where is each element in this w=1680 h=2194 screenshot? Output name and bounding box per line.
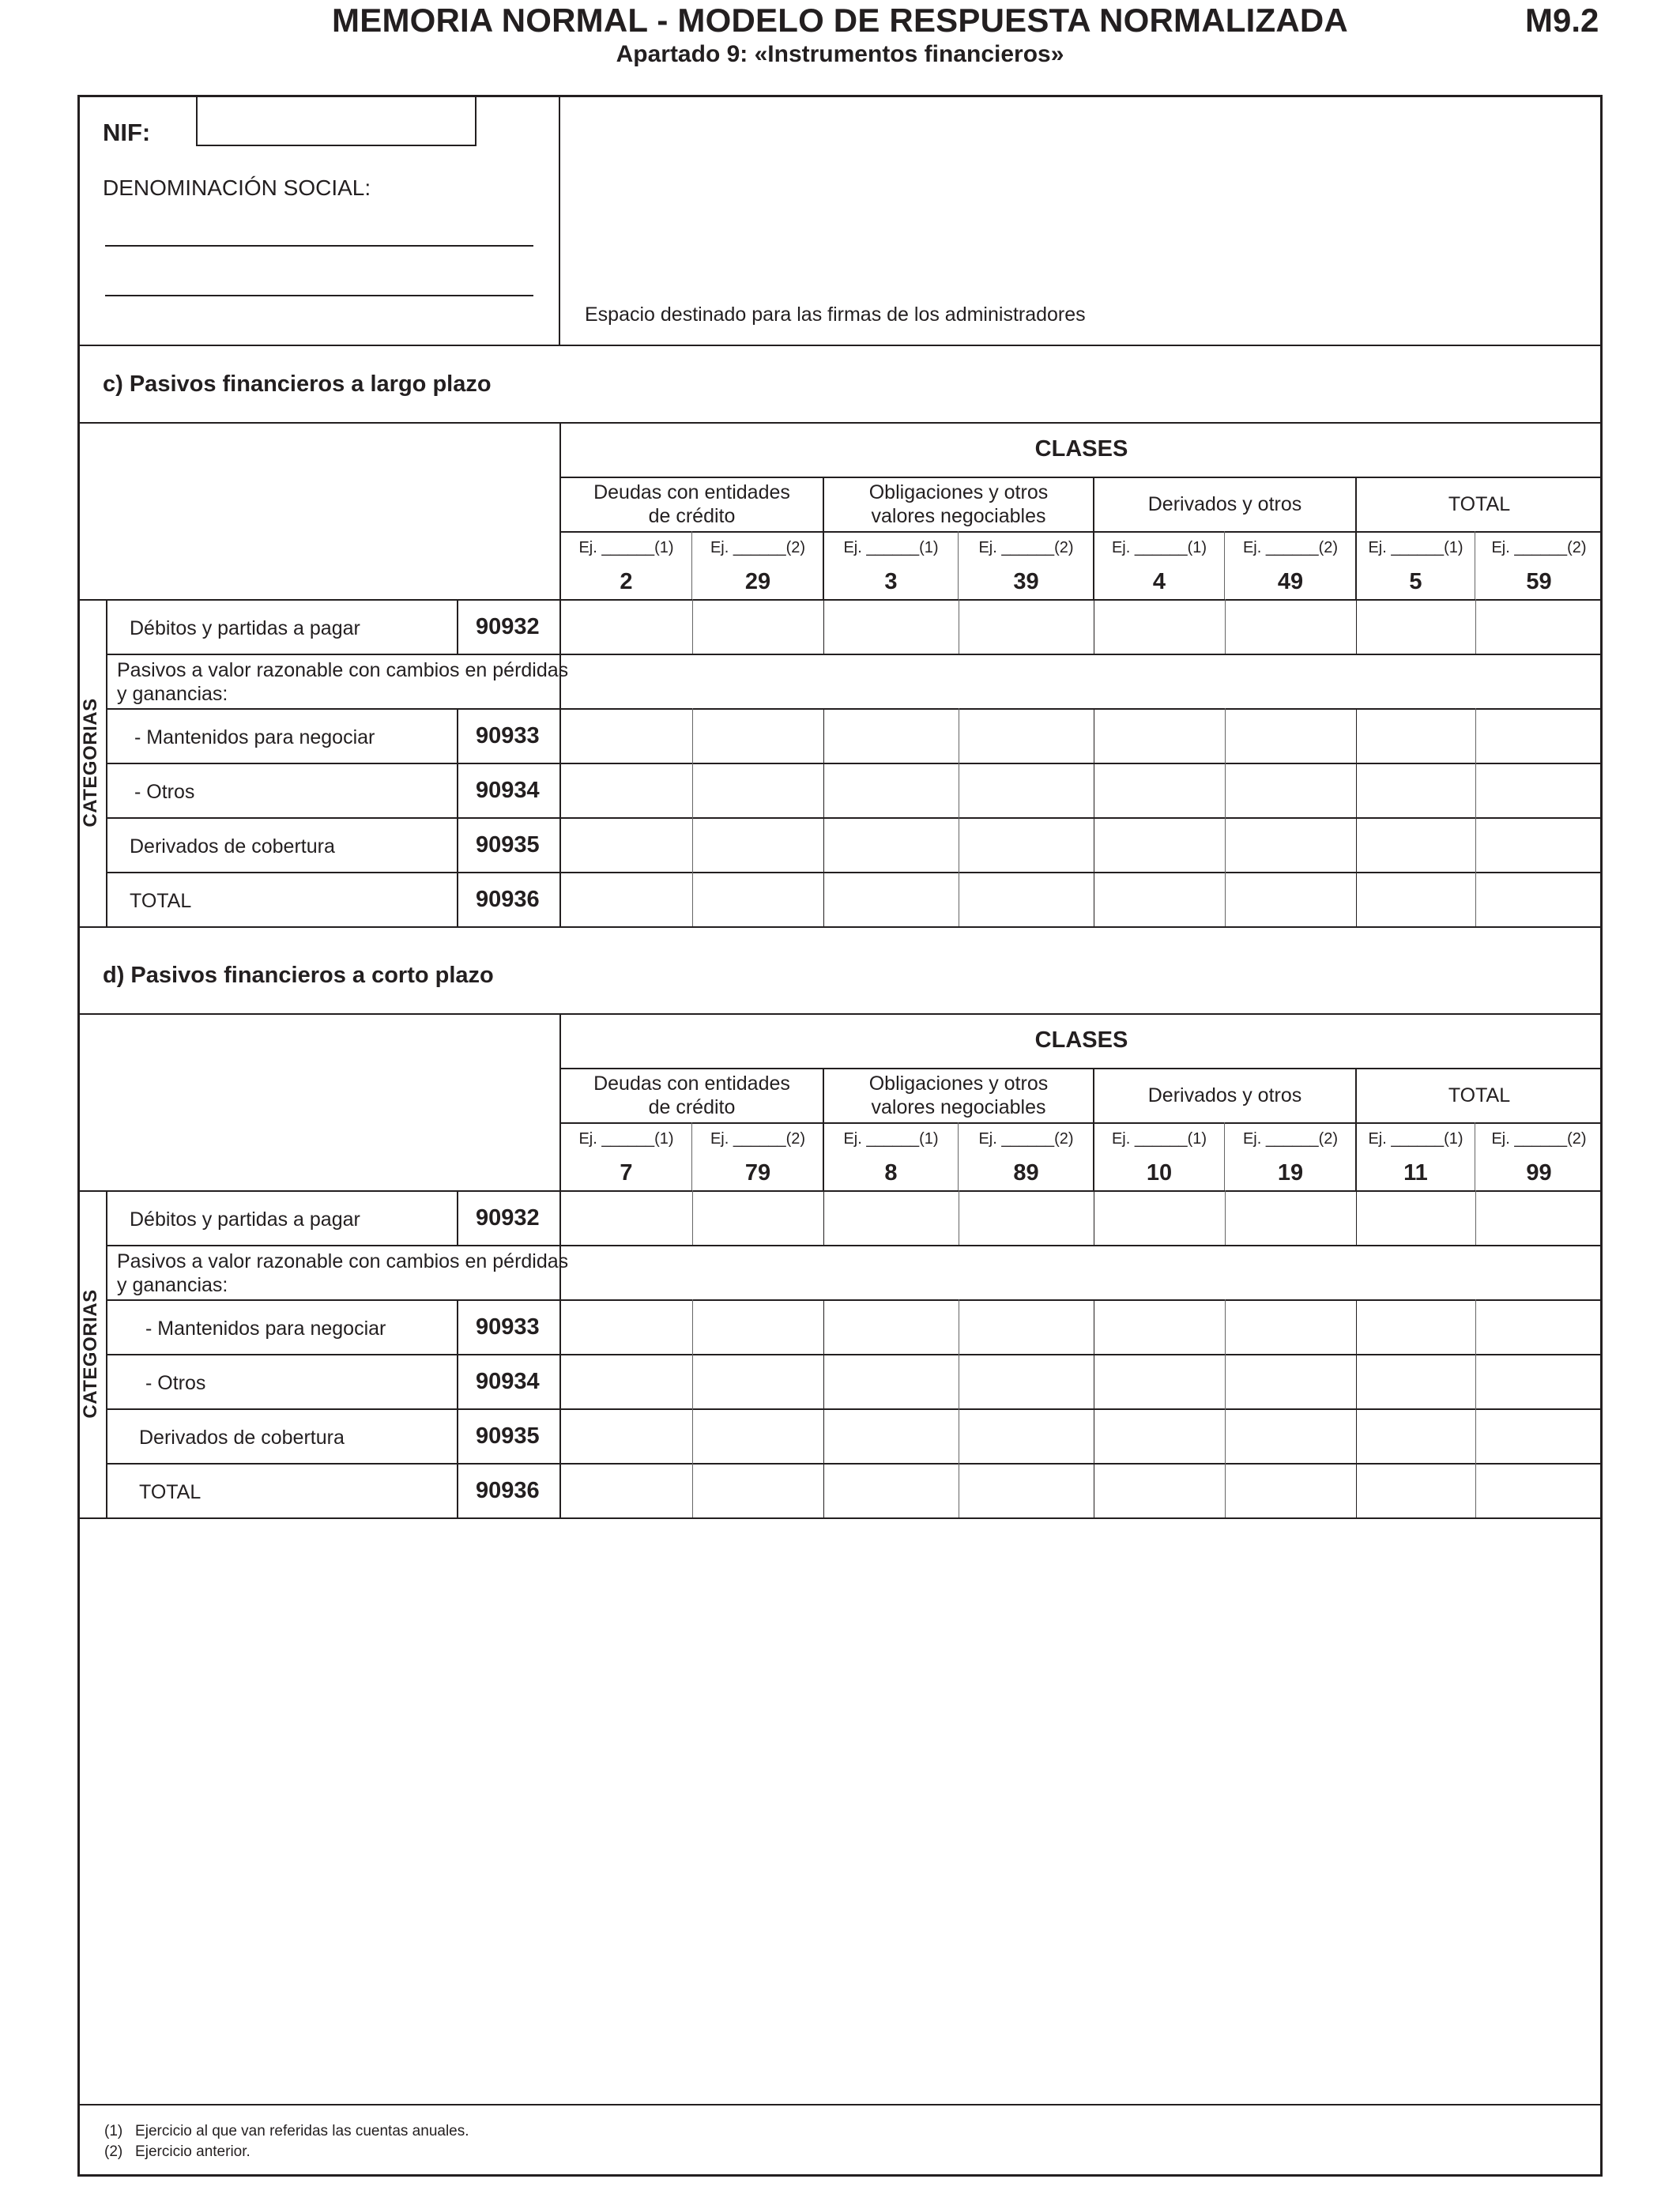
column-group-header: Deudas con entidades de crédito: [593, 481, 790, 527]
input-cell[interactable]: [1475, 1408, 1603, 1463]
input-cell[interactable]: [959, 1463, 1094, 1517]
categorias-label: CATEGORIAS: [80, 1289, 101, 1419]
input-cell[interactable]: [959, 1408, 1094, 1463]
column-group-header: Deudas con entidades de crédito: [593, 1072, 790, 1118]
column-number: 29: [744, 568, 771, 594]
column-number: 19: [1277, 1159, 1304, 1186]
column-number: 11: [1403, 1159, 1428, 1186]
input-cell[interactable]: [1475, 1190, 1603, 1245]
ejercicio-label: Ej. ______(1): [843, 1129, 939, 1148]
input-cell[interactable]: [1094, 708, 1225, 763]
row-label: - Mantenidos para negociar: [134, 726, 375, 748]
input-cell[interactable]: [1094, 1299, 1225, 1354]
input-cell[interactable]: [1225, 1299, 1356, 1354]
denominacion-label: DENOMINACIÓN SOCIAL:: [103, 175, 371, 200]
input-cell[interactable]: [1094, 1190, 1225, 1245]
column-number: 4: [1152, 568, 1166, 594]
ejercicio-label: Ej. ______(2): [710, 538, 806, 556]
ejercicio-label: Ej. ______(2): [978, 1129, 1074, 1148]
input-cell[interactable]: [1356, 599, 1475, 654]
row-code: 90935: [476, 832, 540, 858]
input-cell[interactable]: [1356, 1408, 1475, 1463]
input-cell[interactable]: [823, 817, 959, 872]
row-code: 90936: [476, 887, 540, 912]
input-cell[interactable]: [692, 599, 823, 654]
input-cell[interactable]: [692, 1463, 823, 1517]
ejercicio-label: Ej. ______(2): [1242, 1129, 1339, 1148]
column-number: 49: [1277, 568, 1304, 594]
column-group-header: Obligaciones y otros valores negociables: [868, 1072, 1049, 1118]
input-cell[interactable]: [1475, 599, 1603, 654]
input-cell[interactable]: [1475, 817, 1603, 872]
clases-header: CLASES: [1034, 1027, 1128, 1053]
input-cell[interactable]: [1225, 1408, 1356, 1463]
section-title: d) Pasivos financieros a corto plazo: [103, 963, 494, 988]
input-cell[interactable]: [1225, 708, 1356, 763]
input-cell[interactable]: [692, 763, 823, 817]
column-number: 79: [744, 1159, 771, 1186]
input-cell[interactable]: [1094, 599, 1225, 654]
row-label: Débitos y partidas a pagar: [130, 617, 360, 639]
ejercicio-label: Ej. ______(2): [978, 538, 1074, 556]
input-cell[interactable]: [1225, 1463, 1356, 1517]
input-cell[interactable]: [823, 599, 959, 654]
column-number: 99: [1526, 1159, 1552, 1186]
row-code: 90933: [476, 1314, 540, 1340]
input-cell[interactable]: [692, 708, 823, 763]
ejercicio-label: Ej. ______(2): [710, 1129, 806, 1148]
input-cell[interactable]: [1475, 1299, 1603, 1354]
ejercicio-label: Ej. ______(1): [1111, 538, 1207, 556]
ejercicio-label: Ej. ______(1): [843, 538, 939, 556]
input-cell[interactable]: [1094, 1354, 1225, 1408]
input-cell[interactable]: [1094, 1408, 1225, 1463]
row-label: Derivados de cobertura: [139, 1427, 345, 1449]
input-cell[interactable]: [560, 708, 692, 763]
input-cell[interactable]: [692, 1190, 823, 1245]
column-group-header: Obligaciones y otros valores negociables: [868, 481, 1049, 527]
form-code: M9.2: [1525, 2, 1599, 39]
denominacion-line-2[interactable]: [105, 295, 533, 296]
input-cell[interactable]: [1356, 817, 1475, 872]
firmas-label: Espacio destinado para las firmas de los administradores: [585, 303, 1086, 326]
ejercicio-label: Ej. ______(1): [1368, 538, 1463, 556]
input-cell[interactable]: [959, 1354, 1094, 1408]
column-number: 10: [1146, 1159, 1173, 1186]
page-subtitle: Apartado 9: «Instrumentos financieros»: [616, 41, 1064, 67]
input-cell[interactable]: [959, 1299, 1094, 1354]
input-cell[interactable]: [560, 817, 692, 872]
input-cell[interactable]: [959, 763, 1094, 817]
input-cell[interactable]: [823, 763, 959, 817]
input-cell[interactable]: [1225, 1354, 1356, 1408]
input-cell[interactable]: [1225, 1190, 1356, 1245]
row-label: TOTAL: [139, 1481, 202, 1503]
input-cell[interactable]: [823, 708, 959, 763]
input-cell[interactable]: [1094, 817, 1225, 872]
input-cell[interactable]: [959, 708, 1094, 763]
row-label: - Otros: [134, 781, 195, 803]
input-cell[interactable]: [1094, 763, 1225, 817]
row-label: - Otros: [145, 1372, 206, 1394]
input-cell[interactable]: [560, 599, 692, 654]
footnote-2: (2) Ejercicio anterior.: [104, 2143, 250, 2160]
row-code: 90932: [476, 1205, 540, 1231]
ejercicio-label: Ej. ______(2): [1491, 1129, 1587, 1148]
column-number: 39: [1013, 568, 1039, 594]
input-cell[interactable]: [1225, 817, 1356, 872]
nif-label: NIF:: [103, 119, 151, 146]
input-cell[interactable]: [823, 1463, 959, 1517]
row-code: 90935: [476, 1423, 540, 1449]
input-cell[interactable]: [823, 1299, 959, 1354]
input-cell[interactable]: [1356, 1299, 1475, 1354]
input-cell[interactable]: [1356, 1190, 1475, 1245]
column-group-header: TOTAL: [1448, 1084, 1511, 1106]
input-cell[interactable]: [1356, 708, 1475, 763]
input-cell[interactable]: [959, 1190, 1094, 1245]
input-cell[interactable]: [823, 1190, 959, 1245]
input-cell[interactable]: [560, 1354, 692, 1408]
row-label: Pasivos a valor razonable con cambios en pérdidas y ganancias:: [117, 1250, 569, 1296]
input-cell[interactable]: [692, 1354, 823, 1408]
input-cell[interactable]: [692, 872, 823, 926]
row-code: 90936: [476, 1478, 540, 1503]
input-cell[interactable]: [1094, 872, 1225, 926]
blank-area: [80, 1530, 1600, 2102]
ejercicio-label: Ej. ______(2): [1242, 538, 1339, 556]
clases-header: CLASES: [1034, 436, 1128, 462]
input-cell[interactable]: [560, 1299, 692, 1354]
row-label: Derivados de cobertura: [130, 835, 335, 858]
row-code: 90934: [476, 1369, 540, 1394]
column-number: 89: [1013, 1159, 1039, 1186]
input-cell[interactable]: [1094, 1463, 1225, 1517]
input-cell[interactable]: [560, 872, 692, 926]
section-title: c) Pasivos financieros a largo plazo: [103, 371, 492, 397]
row-code: 90932: [476, 614, 540, 639]
input-cell[interactable]: [823, 1408, 959, 1463]
input-cell[interactable]: [1475, 708, 1603, 763]
column-number: 8: [884, 1159, 898, 1186]
input-cell[interactable]: [560, 1463, 692, 1517]
input-cell[interactable]: [1475, 1354, 1603, 1408]
input-cell[interactable]: [959, 599, 1094, 654]
ejercicio-label: Ej. ______(2): [1491, 538, 1587, 556]
input-cell[interactable]: [1356, 763, 1475, 817]
input-cell[interactable]: [1356, 872, 1475, 926]
input-cell[interactable]: [823, 1354, 959, 1408]
row-code: 90933: [476, 723, 540, 748]
input-cell[interactable]: [823, 872, 959, 926]
row-code: 90934: [476, 778, 540, 803]
input-cell[interactable]: [560, 763, 692, 817]
input-cell[interactable]: [1475, 1463, 1603, 1517]
input-cell[interactable]: [1475, 763, 1603, 817]
input-cell[interactable]: [1475, 872, 1603, 926]
row-label: TOTAL: [130, 890, 192, 912]
ejercicio-label: Ej. ______(1): [578, 538, 674, 556]
row-label: - Mantenidos para negociar: [145, 1318, 386, 1340]
input-cell[interactable]: [959, 817, 1094, 872]
input-cell[interactable]: [1225, 872, 1356, 926]
column-group-header: TOTAL: [1448, 492, 1511, 515]
input-cell[interactable]: [1356, 1463, 1475, 1517]
input-cell[interactable]: [1356, 1354, 1475, 1408]
page-title: MEMORIA NORMAL - MODELO DE RESPUESTA NORMALIZADA: [332, 2, 1348, 39]
input-cell[interactable]: [692, 1408, 823, 1463]
nif-input[interactable]: [196, 96, 477, 146]
column-number: 2: [620, 568, 633, 594]
input-cell[interactable]: [692, 817, 823, 872]
input-cell[interactable]: [560, 1190, 692, 1245]
column-group-header: Derivados y otros: [1147, 1084, 1302, 1106]
input-cell[interactable]: [959, 872, 1094, 926]
row-label: Débitos y partidas a pagar: [130, 1208, 360, 1231]
input-cell[interactable]: [560, 1408, 692, 1463]
column-number: 7: [620, 1159, 633, 1186]
ejercicio-label: Ej. ______(1): [1368, 1129, 1463, 1148]
input-cell[interactable]: [1225, 599, 1356, 654]
row-label: Pasivos a valor razonable con cambios en pérdidas y ganancias:: [117, 659, 569, 705]
column-number: 3: [884, 568, 898, 594]
input-cell[interactable]: [692, 1299, 823, 1354]
ejercicio-label: Ej. ______(1): [1111, 1129, 1207, 1148]
column-number: 5: [1409, 568, 1422, 594]
footnote-1: (1) Ejercicio al que van referidas las cuentas anuales.: [104, 2123, 469, 2139]
denominacion-line-1[interactable]: [105, 245, 533, 247]
column-group-header: Derivados y otros: [1147, 492, 1302, 515]
ejercicio-label: Ej. ______(1): [578, 1129, 674, 1148]
categorias-label: CATEGORIAS: [80, 698, 101, 827]
input-cell[interactable]: [1225, 763, 1356, 817]
column-number: 59: [1526, 568, 1552, 594]
